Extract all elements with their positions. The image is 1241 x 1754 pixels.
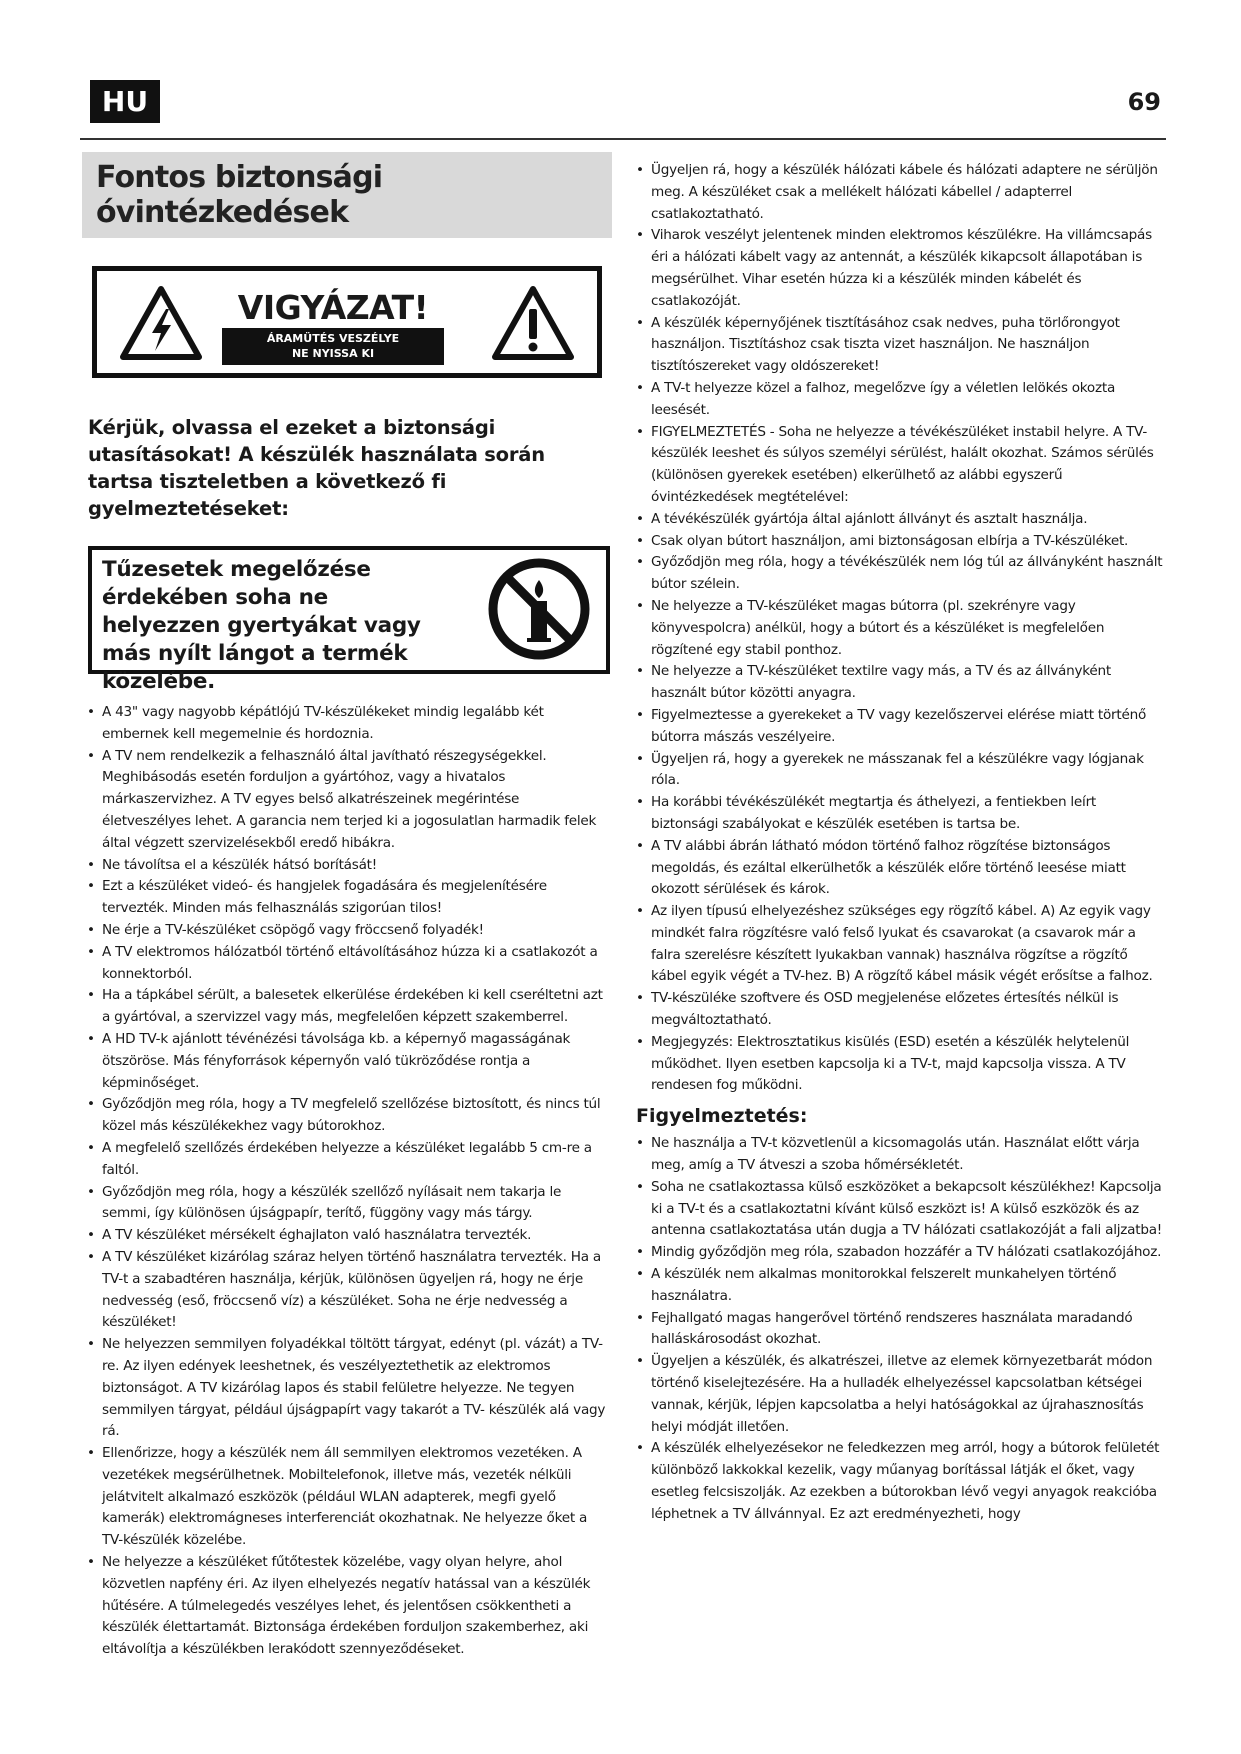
list-item: • A megfelelő szellőzés érdekében helyezze a készüléket legalább 5 cm-re a faltól.: [87, 1138, 612, 1182]
list-item: • FIGYELMEZTETÉS - Soha ne helyezze a tévékészüléket instabil helyre. A TV-készülék leeshet és súlyos személyi sérülést, halált okozhat. Számos sérülés (különösen gyerekek esetében) elkerülhető az alábbi egyszerű óvintézkedések megtételével:: [636, 422, 1166, 509]
list-item: • Az ilyen típusú elhelyezéshez szükséges egy rögzítő kábel. A) Az egyik vagy mindkét falra rögzítésre való felső lyukat és csavarokat (a csavarok már a falra szerelésre készített lyukakban vannak) használva rögzítse a rögzítő kábel egyik végét a TV-hez. B) A rögzítő kábel másik végét erősítse a falhoz.: [636, 901, 1166, 988]
list-item: • Csak olyan bútort használjon, ami biztonságosan elbírja a TV-készüléket.: [636, 531, 1166, 553]
language-badge: HU: [90, 80, 160, 123]
list-item: • Viharok veszélyt jelentenek minden elektromos készülékre. Ha villámcsapás éri a hálózati kábelt vagy az antennát, a készülék kikapcsolt állapotában is megsérülhet. Vihar esetén húzza ki a készülék minden kábelét és csatlakozóját.: [636, 225, 1166, 312]
list-item: • A HD TV-k ajánlott tévénézési távolsága kb. a képernyő magasságának ötszöröse. Más fényforrások képernyőn való tükröződése rontja a képminőséget.: [87, 1029, 612, 1094]
no-candle-icon: [486, 556, 592, 662]
list-item: • Ügyeljen rá, hogy a gyerekek ne másszanak fel a készülékre vagy lógjanak róla.: [636, 749, 1166, 793]
list-item: • Ne érje a TV-készüléket csöpögő vagy fröccsenő folyadék!: [87, 920, 612, 942]
list-item: • A TV nem rendelkezik a felhasználó által javítható részegységekkel. Meghibásodás esetén forduljon a gyártóhoz, vagy a hivatalos márkaszervizhez. A TV egyes belső alkatrészeinek megérintése életveszélyes lehet. A garancia nem terjed ki a jogosulatlan harmadik felek által végzett szervizelésekből eredő hibákra.: [87, 746, 612, 855]
warning-center: [222, 288, 444, 365]
list-item: • A TV készüléket kizárólag száraz helyen történő használatra tervezték. Ha a TV-t a szabadtéren használja, kérjük, különösen ügyeljen rá, hogy ne érje nedvesség (eső, fröccsenő víz) a készüléket. Soha ne érje nedvesség a készüléket!: [87, 1247, 612, 1334]
list-item: • Ellenőrizze, hogy a készülék nem áll semmilyen elektromos vezetéken. A vezetékek megsérülhetnek. Mobiltelefonok, illetve más, vezeték nélküli jelátvitelt alkalmazó eszközök (például WLAN adapterek, megfi gyelő kamerák) elektromágneses interferenciát okozhatnak. Ne helyezze őket a TV-készülék közelébe.: [87, 1443, 612, 1552]
list-item: • A TV alábbi ábrán látható módon történő falhoz rögzítése biztonságos megoldás, és ezáltal elkerülhetők a készülék előre történő leesése miatt okozott sérülések és károk.: [636, 836, 1166, 901]
list-item: • Győződjön meg róla, hogy a tévékészülék nem lóg túl az állványként használt bútor szélein.: [636, 552, 1166, 596]
left-bullet-list: [87, 702, 612, 1661]
list-item: • Győződjön meg róla, hogy a TV megfelelő szellőzése biztosított, és nincs túl közel más készülékekhez vagy bútorokhoz.: [87, 1094, 612, 1138]
header-rule: [80, 138, 1166, 140]
intro-text: Kérjük, olvassa el ezeket a biztonsági utasításokat! A készülék használata során tartsa tiszteletben a következő fi gyelmeztetéseket:: [88, 416, 545, 520]
warning-line-2: NE NYISSA KI: [291, 347, 375, 360]
fire-warning-text: Tűzesetek megelőzése érdekében soha ne helyezzen gyertyákat vagy más nyílt lángot a termék közelébe.: [102, 557, 421, 694]
list-item: • Ne helyezze a TV-készüléket magas bútorra (pl. szekrényre vagy könyvespolcra) anélkül, hogy a bútort és a készüléket is megfelelően rögzítené egy stabil ponthoz.: [636, 596, 1166, 661]
list-item: • Figyelmeztesse a gyerekeket a TV vagy kezelőszervei elérése miatt történő bútorra mászás veszélyeire.: [636, 705, 1166, 749]
list-item: • Soha ne csatlakoztassa külső eszközöket a bekapcsolt készülékhez! Kapcsolja ki a TV-t és a csatlakoztatni kívánt külső eszközt is! A külső eszközök és az antenna csatlakoztatása után dugja a TV hálózati csatlakozóját a fali aljzatba!: [636, 1177, 1166, 1242]
list-item: • Ne helyezze a készüléket fűtőtestek közelébe, vagy olyan helyre, ahol közvetlen napfény éri. Az ilyen elhelyezés negatív hatással van a készülék hűtésére. A túlmelegedés veszélyes lehet, és jelentősen csökkentheti a készülék élettartamát. Biztonsága érdekében forduljon szakemberhez, aki eltávolítja a készülékben lerakódott szennyeződéseket.: [87, 1552, 612, 1661]
list-item: • Mindig győződjön meg róla, szabadon hozzáfér a TV hálózati csatlakozójához.: [636, 1242, 1166, 1264]
list-item: • Ne helyezzen semmilyen folyadékkal töltött tárgyat, edényt (pl. vázát) a TV-re. Az ilyen edények leeshetnek, és veszélyeztethetik az elektromos biztonságot. A TV kizárólag lapos és stabil felületre helyezze. Ne tegyen semmilyen tárgyat, például újságpapírt vagy takarót a TV- készülék alá vagy rá.: [87, 1334, 612, 1443]
list-item: • A készülék elhelyezésekor ne feledkezzen meg arról, hogy a bútorok felületét különböző lakkokkal kezelik, vagy műanyag borítással látják el őket, vagy esetleg felcsiszolják. Az ezekben a bútorokban lévő vegyi anyagok reakcióba léphetnek a TV állvánnyal. Ez azt eredményezheti, hogy: [636, 1438, 1166, 1525]
warning-title: VIGYÁZAT!: [237, 288, 429, 327]
list-item: • Ügyeljen rá, hogy a készülék hálózati kábele és hálózati adaptere ne sérüljön meg. A készüléket csak a mellékelt hálózati kábellel / adapterrel csatlakoztatható.: [636, 160, 1166, 225]
fire-warning-box: [88, 546, 610, 694]
warning-heading: Figyelmeztetés:: [636, 1105, 808, 1128]
list-item: • A TV elektromos hálózatból történő eltávolításához húzza ki a csatlakozót a konnektorból.: [87, 942, 612, 986]
list-item: • A tévékészülék gyártója által ajánlott állványt és asztalt használja.: [636, 509, 1166, 531]
list-item: • A készülék képernyőjének tisztításához csak nedves, puha törlőrongyot használjon. Tisztításhoz csak tiszta vizet használjon. Ne használjon tisztítószereket vagy oldószereket!: [636, 313, 1166, 378]
right-column: [636, 160, 1166, 1526]
list-item: • Ne helyezze a TV-készüléket textilre vagy más, a TV és az állványként használt bútor közötti anyagra.: [636, 661, 1166, 705]
warning-line-1: ÁRAMÜTÉS VESZÉLYE: [266, 332, 400, 345]
page-number: 69: [1127, 88, 1161, 116]
list-item: • Ne használja a TV-t közvetlenül a kicsomagolás után. Használat előtt várja meg, amíg a TV átveszi a szoba hőmérsékletét.: [636, 1133, 1166, 1177]
section-title: Fontos biztonsági óvintézkedések: [82, 152, 612, 238]
list-item: • Megjegyzés: Elektrosztatikus kisülés (ESD) esetén a készülék helytelenül működhet. Ilyen esetben kapcsolja ki a TV-t, majd kapcsolja vissza. A TV rendesen fog működni.: [636, 1032, 1166, 1097]
electric-shock-warning-label: [92, 266, 602, 378]
list-item: • A 43" vagy nagyobb képátlójú TV-készülékeket mindig legalább két embernek kell megemelnie és hordoznia.: [87, 702, 612, 746]
list-item: • Fejhallgató magas hangerővel történő rendszeres használata maradandó halláskárosodást okozhat.: [636, 1308, 1166, 1352]
list-item: • Ha korábbi tévékészülékét megtartja és áthelyezi, a fentiekben leírt biztonsági szabályokat e készülék esetében is tartsa be.: [636, 792, 1166, 836]
list-item: • Ha a tápkábel sérült, a balesetek elkerülése érdekében ki kell cseréltetni azt a gyártóval, a szervizzel vagy más, megfelelően képzett szakemberrel.: [87, 985, 612, 1029]
warning-subtitle: [222, 328, 444, 365]
list-item: • Ezt a készüléket videó- és hangjelek fogadására és megjelenítésére tervezték. Minden más felhasználás szigorúan tilos!: [87, 876, 612, 920]
exclamation-warning-icon: [491, 285, 575, 361]
list-item: • Győződjön meg róla, hogy a készülék szellőző nyílásait nem takarja le semmi, így különösen újságpapír, terítő, függöny vagy más tárgy.: [87, 1182, 612, 1226]
list-item: • A készülék nem alkalmas monitorokkal felszerelt munkahelyen történő használatra.: [636, 1264, 1166, 1308]
list-item: • Ügyeljen a készülék, és alkatrészei, illetve az elemek környezetbarát módon történő kiselejtezésére. Ha a hulladék elhelyezéssel kapcsolatban kétségei vannak, kérjük, lépjen kapcsolatba a helyi hatóságokkal az újrahasznosítás helyi módját illetően.: [636, 1351, 1166, 1438]
list-item: • A TV-t helyezze közel a falhoz, megelőzve így a véletlen lelökés okozta leesését.: [636, 378, 1166, 422]
list-item: • TV-készüléke szoftvere és OSD megjelenése előzetes értesítés nélkül is megváltoztatható.: [636, 988, 1166, 1032]
list-item: • Ne távolítsa el a készülék hátsó borítását!: [87, 855, 612, 877]
lightning-warning-icon: [119, 285, 203, 361]
warning-bullet-list: [636, 1133, 1166, 1525]
right-bullet-list: [636, 160, 1166, 1097]
list-item: • A TV készüléket mérsékelt éghajlaton való használatra tervezték.: [87, 1225, 612, 1247]
left-column: [82, 152, 612, 1661]
